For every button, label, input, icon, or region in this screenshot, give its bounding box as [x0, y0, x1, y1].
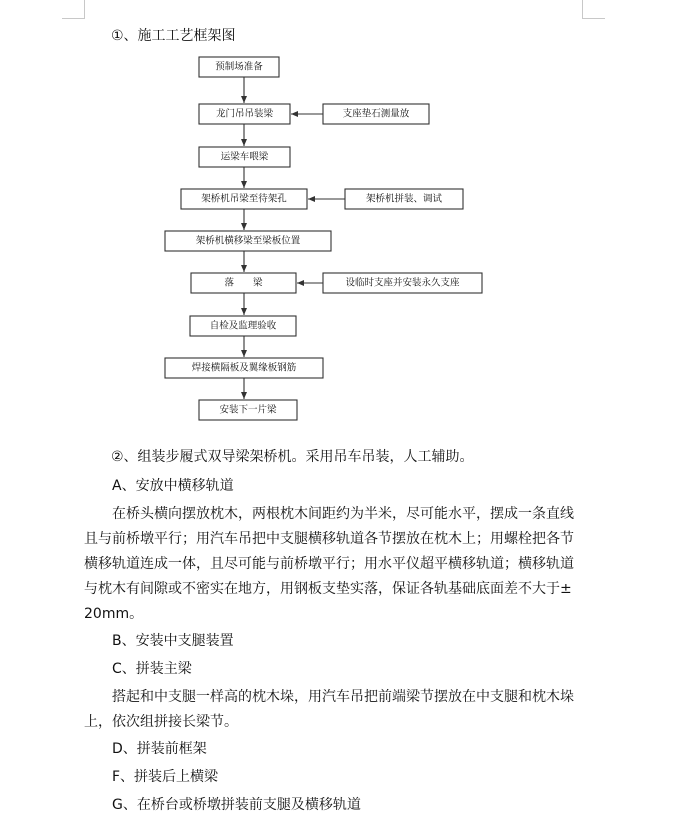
flow-step-5-label: 架桥机横移梁至梁板位置	[195, 235, 301, 247]
flow-step-9-label: 安装下一片梁	[219, 404, 277, 416]
flow-step-4	[181, 189, 307, 209]
flow-side-step-1	[323, 104, 429, 124]
step-g-title: G、在桥台或桥墩拼装前支腿及横移轨道	[112, 797, 361, 813]
flow-side-step-2	[345, 189, 463, 209]
flow-step-5	[165, 231, 331, 251]
flow-step-4-label: 架桥机吊梁至待架孔	[201, 193, 287, 205]
flow-step-2-label: 龙门吊吊装梁	[215, 108, 274, 120]
flow-step-7	[190, 316, 296, 336]
flow-step-6-label: 落 梁	[224, 277, 263, 289]
flow-step-1	[199, 57, 279, 77]
flow-side-step-2-label: 架桥机拼装、调试	[365, 193, 443, 205]
step-c-line-1: 搭起和中支腿一样高的枕木垛，用汽车吊把前端梁节摆放在中支腿和枕木垛	[112, 689, 574, 705]
step-a-line-3: 横移轨道连成一体，且尽可能与前桥墩平行；用水平仪超平横移轨道；横移轨道	[84, 556, 574, 572]
flow-step-2	[199, 104, 290, 124]
step-c-title: C、拼装主梁	[112, 661, 192, 677]
flow-step-3	[199, 147, 290, 167]
flow-step-7-label: 自检及监理验收	[209, 320, 277, 332]
section-title-assembly: ②、组装步履式双导梁架桥机。采用吊车吊装，人工辅助。	[111, 449, 474, 465]
flow-side-step-3-label: 设临时支座并安装永久支座	[345, 277, 460, 289]
step-a-line-4: 与枕木有间隙或不密实在地方，用钢板支垫实落，保证各轨基础底面差不大于±	[84, 581, 572, 597]
step-a-line-5: 20mm。	[84, 606, 144, 622]
step-a-line-1: 在桥头横向摆放枕木，两根枕木间距约为半米，尽可能水平，摆成一条直线	[112, 506, 574, 522]
step-b-title: B、安装中支腿装置	[112, 633, 234, 649]
flow-step-3-label: 运梁车喂梁	[220, 151, 269, 163]
step-c-line-2: 上，依次组拼接长梁节。	[84, 714, 238, 730]
step-a-title: A、安放中横移轨道	[112, 478, 234, 494]
assembly-steps	[84, 472, 584, 819]
flow-step-9	[199, 400, 297, 420]
step-d-title: D、拼装前框架	[112, 741, 207, 757]
section-title-flowchart: ①、施工工艺框架图	[111, 28, 236, 44]
flow-step-1-label: 预制场准备	[215, 61, 263, 73]
flow-side-step-1-label: 支座垫石测量放	[342, 108, 410, 120]
flow-side-step-3	[323, 273, 482, 293]
step-a-line-2: 且与前桥墩平行；用汽车吊把中支腿横移轨道各节摆放在枕木上；用螺栓把各节	[84, 531, 574, 547]
step-f-title: F、拼装后上横梁	[112, 769, 219, 785]
flow-step-6	[191, 273, 296, 293]
flow-step-8-label: 焊接横隔板及翼缘板钢筋	[191, 362, 297, 374]
flow-step-8	[165, 358, 323, 378]
